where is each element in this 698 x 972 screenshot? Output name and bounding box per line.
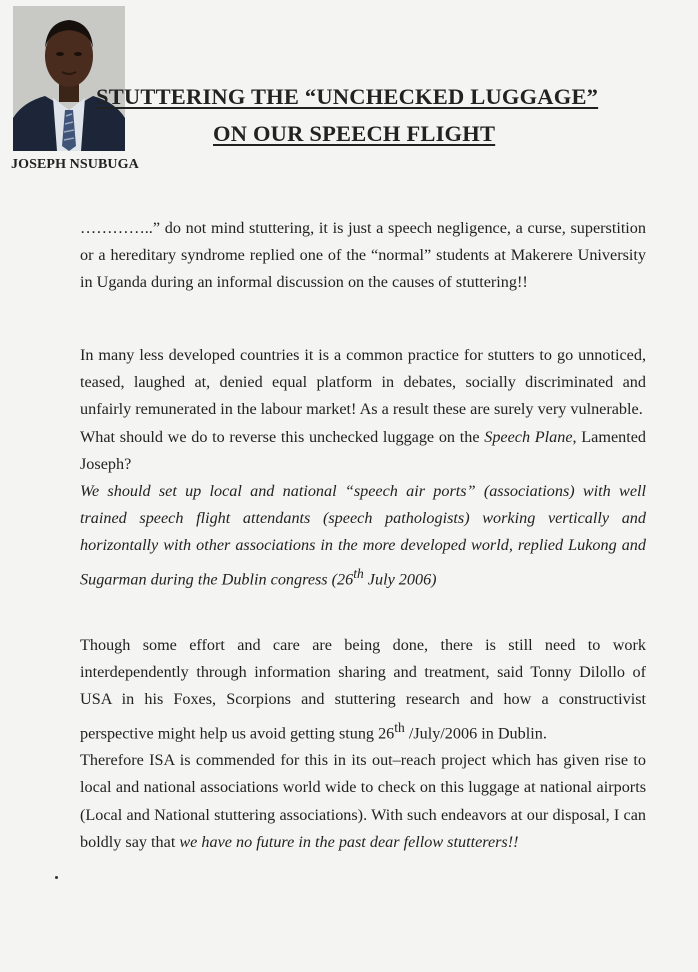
dilollo-text: Though some effort and care are being done, there is still need to work interdependently through information sharing and treatment, said Tonny Dilollo of USA in his Foxes, Scorpions and stuttering research and how a constructivist perspective might help us avoid getting stung 26 (80, 636, 646, 742)
dilollo-date: /July/2006 in Dublin. (404, 724, 547, 742)
reply-sup: th (353, 565, 364, 581)
question-tail: , Lamented Joseph? (80, 427, 647, 473)
title-line-2: ON OUR SPEECH FLIGHT (213, 121, 496, 146)
question-text: What should we do to reverse this unchecked luggage on the (80, 427, 485, 446)
portrait-image (13, 6, 125, 151)
body-section-3 (80, 632, 646, 856)
paragraph-opening-quote: …………..” do not mind stuttering, it is just a speech negligence, a curse, superstition or a hereditary syndrome replied one of the “normal” students at Makerere University in Uganda during an informal discussion on the causes of stuttering!! (80, 219, 646, 292)
title-line-1: STUTTERING THE “UNCHECKED LUGGAGE” (96, 84, 599, 109)
paragraph-reply-italic (80, 478, 646, 593)
paragraph-question (80, 424, 646, 478)
body-section-1 (80, 215, 646, 297)
paragraph-dilollo (80, 632, 646, 747)
reply-text: We should set up local and national “speech air ports” (associations) with well trained speech flight attendants (speech pathologists) working vertically and horizontally with other associations in the more developed world, replied Lukong and Sugarman during the Dublin congress (26 (80, 482, 646, 589)
body-section-2 (80, 342, 646, 593)
paragraph-conclusion (80, 747, 646, 856)
conclusion-italic: we have no future in the past dear fellow stutterers!! (179, 832, 519, 851)
conclusion-text: Therefore ISA is commended for this in its out–reach project which has given rise to local and national associations world wide to check on this luggage at national airports (Local and National stuttering associations). With such endeavors at our disposal, I can boldly say that (80, 751, 646, 851)
reply-date: July 2006) (363, 570, 437, 589)
paragraph-less-developed-countries: In many less developed countries it is a common practice for stutters to go unnoticed, teased, laughed at, denied equal platform in debates, socially discriminated and unfairly remunerated in the labour market! As a result these are surely very vulnerable. (80, 346, 646, 419)
dilollo-sup: th (394, 719, 405, 735)
author-photo (13, 6, 125, 151)
author-name: JOSEPH NSUBUGA (11, 157, 139, 172)
stray-dot (55, 876, 58, 879)
speech-plane-italic: Speech Plane (484, 427, 573, 446)
